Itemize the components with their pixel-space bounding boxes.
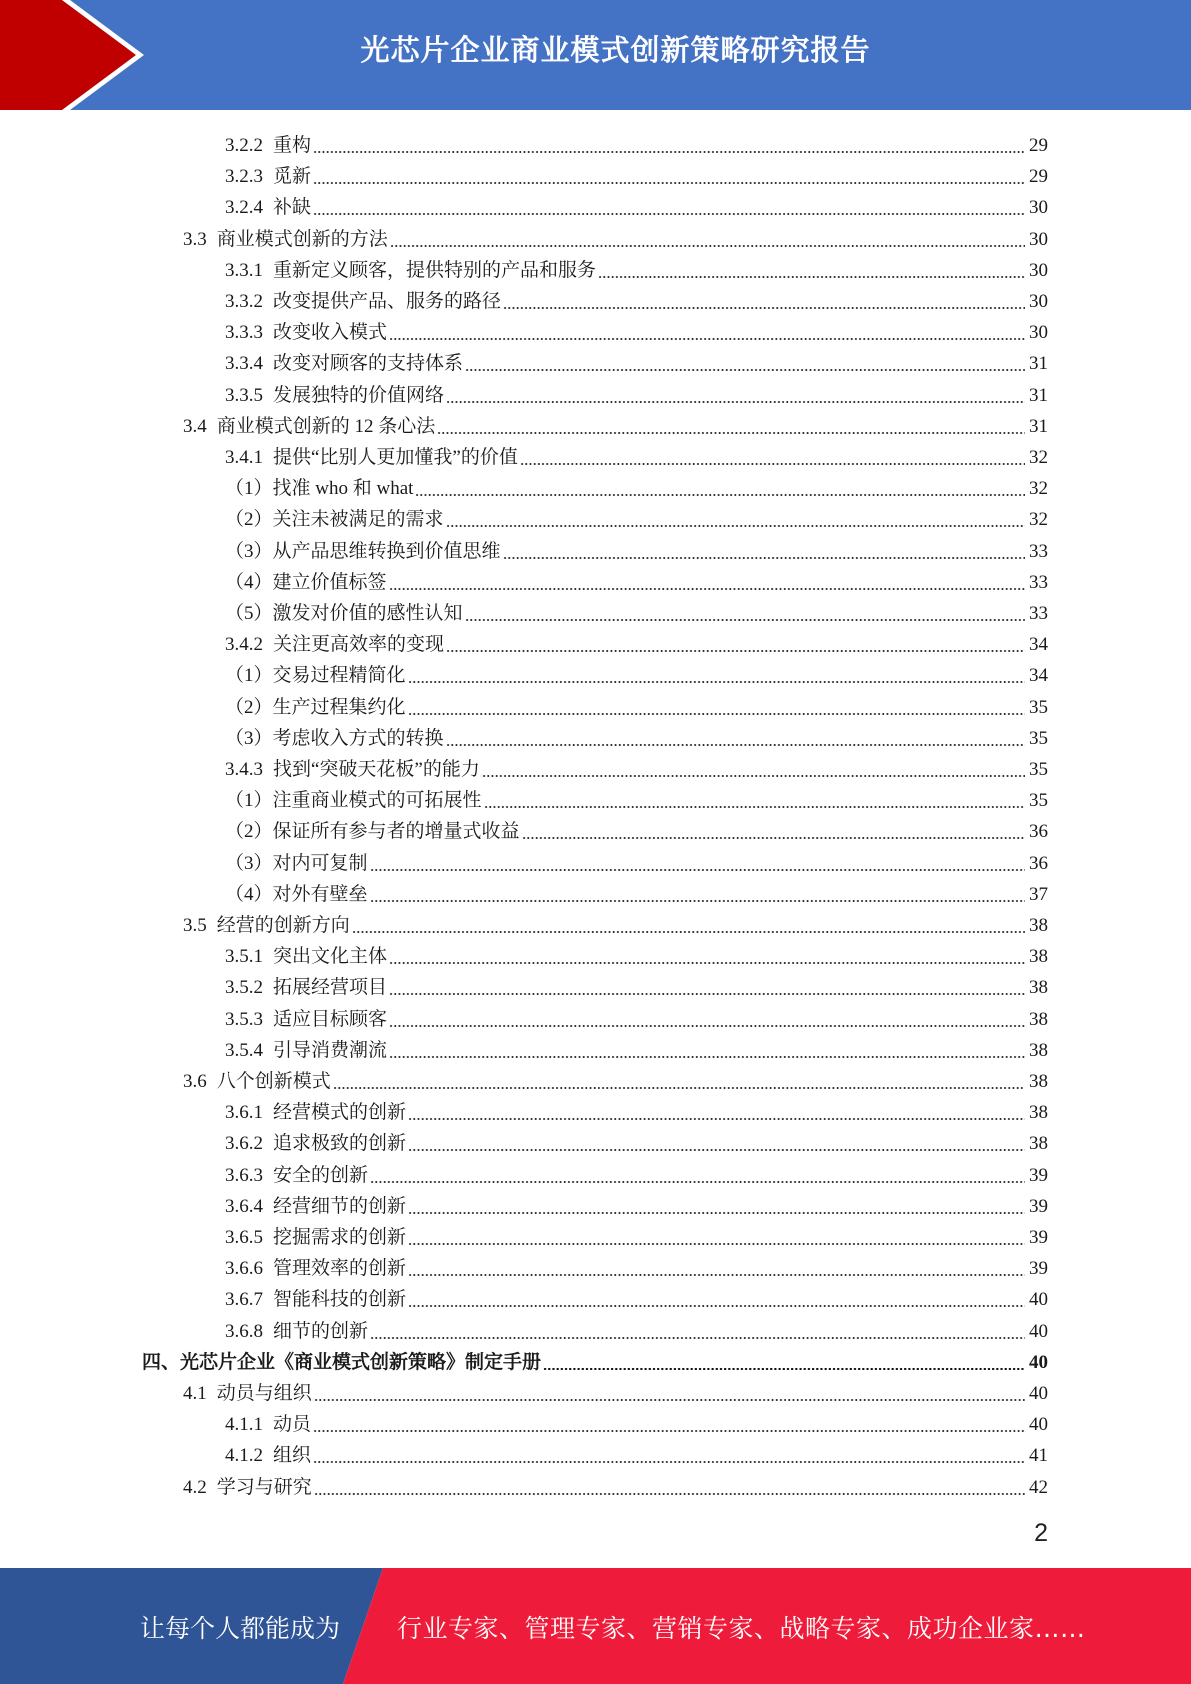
toc-entry-page: 29 [1029, 166, 1048, 188]
toc-entry-number: 3.3.1 [225, 259, 263, 281]
toc-dot-leader [415, 494, 1025, 496]
toc-dot-leader [446, 650, 1025, 652]
toc-entry-page: 39 [1029, 1227, 1048, 1248]
toc-entry-title: 保证所有参与者的增量式收益 [272, 821, 520, 843]
toc-entry-page: 38 [1029, 1071, 1048, 1092]
toc-entry-page: 34 [1029, 634, 1048, 656]
toc-dot-leader [390, 245, 1025, 247]
toc-entry[interactable] [225, 1219, 1048, 1250]
toc-entry[interactable] [225, 127, 1048, 158]
toc-entry-page: 38 [1029, 977, 1048, 999]
toc-entry-page: 38 [1029, 1102, 1048, 1124]
toc-entry-title: 补缺 [273, 197, 312, 219]
toc-entry-title: 动员 [273, 1414, 312, 1436]
toc-entry-number: 3.6.1 [225, 1102, 263, 1124]
toc-dot-leader [389, 338, 1025, 340]
toc-entry-number: 4.1 [183, 1383, 207, 1404]
footer-slogan: 让每个人都能成为 [140, 1614, 341, 1643]
toc-entry-number: （1） [225, 478, 273, 500]
toc-entry-number: 3.4.2 [225, 634, 263, 656]
toc-entry-number: （3） [225, 540, 273, 562]
toc-entry-page: 40 [1029, 1289, 1048, 1311]
toc-entry-number: 3.6.6 [225, 1258, 263, 1280]
toc-dot-leader [313, 182, 1025, 184]
report-title: 光芯片企业商业模式创新策略研究报告 [360, 33, 871, 67]
toc-entry-title: 智能科技的创新 [273, 1289, 407, 1311]
toc-entry-page: 30 [1029, 197, 1048, 219]
toc-dot-leader [408, 1212, 1025, 1214]
toc-entry-title: 组织 [273, 1445, 312, 1467]
toc-entry-title: 找准 who 和 what [272, 478, 414, 500]
toc-entry[interactable] [225, 1157, 1048, 1188]
toc-entry[interactable] [225, 252, 1048, 283]
toc-entry-number: 3.2.4 [225, 197, 263, 219]
toc-entry-number: 3.5.1 [225, 946, 263, 968]
toc-dot-leader [408, 1149, 1025, 1151]
toc-entry[interactable] [225, 1250, 1048, 1281]
toc-entry-number: 3.3 [183, 228, 207, 250]
toc-entry-title: 引导消费潮流 [273, 1039, 388, 1061]
toc-entry[interactable] [225, 501, 1048, 532]
toc-entry-number: 3.6.3 [225, 1164, 263, 1186]
toc-entry-page: 36 [1029, 821, 1048, 843]
toc-dot-leader [352, 931, 1025, 933]
toc-entry[interactable] [225, 1001, 1048, 1032]
toc-entry-page: 33 [1029, 571, 1048, 593]
toc-entry[interactable] [225, 969, 1048, 1000]
toc-entry[interactable] [225, 377, 1048, 408]
toc-entry-title: 拓展经营项目 [273, 977, 388, 999]
toc-entry-number: （1） [225, 790, 273, 812]
toc-entry-page: 35 [1029, 790, 1048, 812]
toc-entry-page: 36 [1029, 852, 1048, 874]
toc-entry-title: 八个创新模式 [216, 1071, 331, 1092]
toc-dot-leader [446, 744, 1025, 746]
toc-entry[interactable] [225, 564, 1048, 595]
toc-entry-page: 30 [1029, 291, 1048, 312]
toc-entry[interactable] [225, 1032, 1048, 1063]
toc-entry-page: 31 [1029, 384, 1048, 406]
toc-entry-number: （2） [225, 821, 273, 843]
toc-entry-page: 30 [1029, 228, 1048, 250]
toc-entry[interactable] [225, 689, 1048, 720]
toc-entry-title: 光芯片企业《商业模式创新策略》制定手册 [180, 1351, 542, 1373]
toc-dot-leader [370, 1181, 1025, 1183]
toc-entry-title: 交易过程精简化 [272, 665, 406, 687]
toc-dot-leader [503, 557, 1025, 559]
toc-entry-number: 4.1.1 [225, 1414, 263, 1436]
toc-entry-page: 40 [1029, 1414, 1048, 1436]
toc-entry[interactable] [142, 1344, 1048, 1375]
toc-entry[interactable] [225, 439, 1048, 470]
toc-dot-leader [389, 993, 1025, 995]
toc-entry-page: 29 [1029, 135, 1048, 156]
toc-dot-leader [313, 151, 1025, 153]
toc-entry-page: 35 [1029, 727, 1048, 749]
toc-entry-title: 对内可复制 [272, 852, 368, 874]
toc-entry-title: 动员与组织 [216, 1383, 312, 1404]
toc-entry-title: 经营的创新方向 [216, 915, 350, 936]
toc-entry[interactable] [225, 1437, 1048, 1468]
toc-entry-title: 从产品思维转换到价值思维 [272, 540, 501, 562]
toc-entry-title: 关注未被满足的需求 [272, 509, 444, 531]
toc-entry-number: 3.3.3 [225, 322, 263, 344]
toc-dot-leader [520, 463, 1025, 465]
toc-dot-leader [314, 1399, 1025, 1401]
toc-dot-leader [389, 588, 1025, 590]
toc-entry-number: 3.3.5 [225, 384, 263, 406]
toc-dot-leader [370, 1337, 1025, 1339]
toc-dot-leader [482, 775, 1025, 777]
toc-entry-title: 突出文化主体 [273, 946, 388, 968]
toc-entry[interactable] [225, 470, 1048, 501]
toc-entry-title: 经营模式的创新 [273, 1102, 407, 1124]
page-header [0, 0, 1191, 110]
toc-entry-number: 3.2.2 [225, 135, 263, 156]
toc-entry-number: （2） [225, 509, 273, 531]
toc-entry-title: 安全的创新 [273, 1164, 369, 1186]
toc-entry-number: 3.5.3 [225, 1008, 263, 1030]
toc-entry-number: （5） [225, 603, 273, 624]
toc-entry-number: 3.3.4 [225, 353, 263, 375]
toc-entry-page: 39 [1029, 1195, 1048, 1217]
toc-entry-number: 4.2 [183, 1476, 207, 1498]
toc-dot-leader [313, 213, 1025, 215]
toc-dot-leader [543, 1368, 1025, 1370]
toc-entry[interactable] [225, 1313, 1048, 1344]
page-number: 2 [1034, 1519, 1048, 1547]
toc-entry[interactable] [225, 189, 1048, 220]
toc-entry[interactable] [225, 533, 1048, 564]
toc-entry-page: 40 [1029, 1383, 1048, 1404]
toc-entry-page: 38 [1029, 1133, 1048, 1155]
toc-entry-page: 30 [1029, 322, 1048, 344]
toc-dot-leader [370, 869, 1025, 871]
toc-entry-number: （4） [225, 883, 273, 905]
toc-entry-title: 激发对价值的感性认知 [272, 603, 463, 624]
toc-entry-page: 32 [1029, 509, 1048, 531]
toc-entry-number: 3.4 [183, 415, 207, 437]
footer-expert-list: 行业专家、管理专家、营销专家、战略专家、成功企业家…… [397, 1614, 1086, 1643]
toc-dot-leader [333, 1087, 1025, 1089]
toc-entry[interactable] [183, 1469, 1048, 1500]
toc-dot-leader [389, 1056, 1025, 1058]
toc-dot-leader [465, 369, 1025, 371]
toc-entry[interactable] [225, 1406, 1048, 1437]
toc-entry-title: 商业模式创新的方法 [216, 228, 388, 250]
toc-dot-leader [503, 307, 1025, 309]
toc-entry-number: 3.5 [183, 915, 207, 936]
toc-entry[interactable] [183, 1375, 1048, 1406]
toc-entry-page: 40 [1029, 1351, 1048, 1373]
toc-entry-title: 提供“比别人更加懂我”的价值 [273, 447, 518, 468]
toc-dot-leader [389, 1025, 1025, 1027]
toc-entry-number: 3.6.4 [225, 1195, 263, 1217]
toc-entry-number: 3.6.5 [225, 1227, 263, 1248]
toc-entry-number: 3.6 [183, 1071, 207, 1092]
toc-entry-number: 3.5.4 [225, 1039, 263, 1061]
toc-entry-number: 3.2.3 [225, 166, 263, 188]
toc-entry-number: 3.6.8 [225, 1320, 263, 1342]
toc-entry[interactable] [225, 314, 1048, 345]
toc-entry-title: 注重商业模式的可拓展性 [272, 790, 482, 812]
toc-entry-page: 41 [1029, 1445, 1048, 1467]
toc-entry-number: 3.6.7 [225, 1289, 263, 1311]
toc-entry-title: 觅新 [273, 166, 312, 188]
toc-entry-title: 对外有壁垒 [272, 883, 368, 905]
toc-entry[interactable] [225, 283, 1048, 314]
toc-entry-title: 找到“突破天花板”的能力 [273, 759, 480, 780]
toc-entry-page: 38 [1029, 915, 1048, 936]
toc-entry[interactable] [225, 720, 1048, 751]
toc-entry-page: 32 [1029, 478, 1048, 500]
toc-entry[interactable] [183, 408, 1048, 439]
toc-entry[interactable] [183, 1063, 1048, 1094]
toc-entry-number: （1） [225, 665, 273, 687]
toc-entry-page: 40 [1029, 1320, 1048, 1342]
toc-entry-title: 考虑收入方式的转换 [272, 727, 444, 749]
toc-dot-leader [446, 525, 1025, 527]
toc-entry-title: 追求极致的创新 [273, 1133, 407, 1155]
toc-entry-page: 31 [1029, 353, 1048, 375]
toc-dot-leader [484, 806, 1025, 808]
toc-entry-title: 改变收入模式 [273, 322, 388, 344]
toc-entry[interactable] [225, 595, 1048, 626]
toc-entry[interactable] [225, 1125, 1048, 1156]
toc-entry[interactable] [225, 782, 1048, 813]
toc-entry-title: 适应目标顾客 [273, 1008, 388, 1030]
toc-entry[interactable] [225, 1188, 1048, 1219]
toc-entry-title: 学习与研究 [216, 1476, 312, 1498]
toc-dot-leader [389, 962, 1025, 964]
toc-entry-page: 31 [1029, 415, 1048, 437]
toc-entry-page: 38 [1029, 946, 1048, 968]
toc-entry-number: （3） [225, 727, 273, 749]
toc-entry[interactable] [225, 751, 1048, 782]
toc-entry-number: （4） [225, 571, 273, 593]
toc-entry-number: （3） [225, 852, 273, 874]
toc-entry-page: 39 [1029, 1164, 1048, 1186]
toc-entry-number: 3.4.3 [225, 759, 263, 780]
toc-entry[interactable] [225, 158, 1048, 189]
toc-entry[interactable] [225, 626, 1048, 657]
toc-entry[interactable] [225, 845, 1048, 876]
toc-dot-leader [370, 900, 1025, 902]
toc-entry[interactable] [225, 345, 1048, 376]
toc-entry[interactable] [183, 221, 1048, 252]
toc-entry-title: 关注更高效率的变现 [273, 634, 445, 656]
toc-dot-leader [446, 401, 1025, 403]
toc-entry-title: 改变提供产品、服务的路径 [273, 291, 502, 312]
toc-entry[interactable] [183, 907, 1048, 938]
toc-entry-title: 管理效率的创新 [273, 1258, 407, 1280]
toc-entry[interactable] [225, 876, 1048, 907]
toc-entry[interactable] [225, 1281, 1048, 1312]
toc-dot-leader [313, 1461, 1025, 1463]
toc-entry[interactable] [225, 813, 1048, 844]
toc-dot-leader [408, 1274, 1025, 1276]
toc-dot-leader [408, 681, 1025, 683]
toc-dot-leader [408, 1118, 1025, 1120]
toc-dot-leader [408, 1243, 1025, 1245]
toc-entry-number: 3.3.2 [225, 291, 263, 312]
toc-entry-title: 重构 [273, 135, 312, 156]
toc-entry[interactable] [225, 938, 1048, 969]
toc-dot-leader [437, 432, 1025, 434]
toc-entry-title: 商业模式创新的 12 条心法 [216, 415, 436, 437]
toc-dot-leader [408, 713, 1025, 715]
toc-entry-page: 35 [1029, 696, 1048, 718]
toc-dot-leader [522, 837, 1025, 839]
toc-entry-page: 39 [1029, 1258, 1048, 1280]
toc-entry-page: 32 [1029, 447, 1048, 468]
toc-entry-number: 3.4.1 [225, 447, 263, 468]
toc-entry-title: 发展独特的价值网络 [273, 384, 445, 406]
toc-entry-page: 38 [1029, 1039, 1048, 1061]
toc-entry-title: 建立价值标签 [272, 571, 387, 593]
toc-dot-leader [408, 1305, 1025, 1307]
toc-entry-number: 3.5.2 [225, 977, 263, 999]
toc-entry-page: 42 [1029, 1476, 1048, 1498]
toc-entry-page: 34 [1029, 665, 1048, 687]
toc-entry-title: 生产过程集约化 [272, 696, 406, 718]
toc-entry[interactable] [225, 1094, 1048, 1125]
toc-entry-page: 37 [1029, 883, 1048, 905]
toc-entry-title: 挖掘需求的创新 [273, 1227, 407, 1248]
toc-dot-leader [314, 1493, 1025, 1495]
toc-dot-leader [598, 276, 1025, 278]
toc-dot-leader [465, 619, 1025, 621]
toc-entry-title: 改变对顾客的支持体系 [273, 353, 464, 375]
toc-entry-page: 35 [1029, 759, 1048, 780]
toc-entry-number: （2） [225, 696, 273, 718]
toc-entry-number: 四、 [142, 1351, 181, 1373]
toc-entry[interactable] [225, 657, 1048, 688]
toc-entry-page: 33 [1029, 540, 1048, 562]
toc-entry-number: 3.6.2 [225, 1133, 263, 1155]
toc-entry-title: 细节的创新 [273, 1320, 369, 1342]
toc-entry-title: 重新定义顾客，提供特别的产品和服务 [273, 259, 597, 281]
toc-dot-leader [313, 1430, 1025, 1432]
toc-entry-number: 4.1.2 [225, 1445, 263, 1467]
toc-entry-page: 33 [1029, 603, 1048, 624]
toc-entry-page: 38 [1029, 1008, 1048, 1030]
toc-entry-page: 30 [1029, 259, 1048, 281]
toc-entry-title: 经营细节的创新 [273, 1195, 407, 1217]
